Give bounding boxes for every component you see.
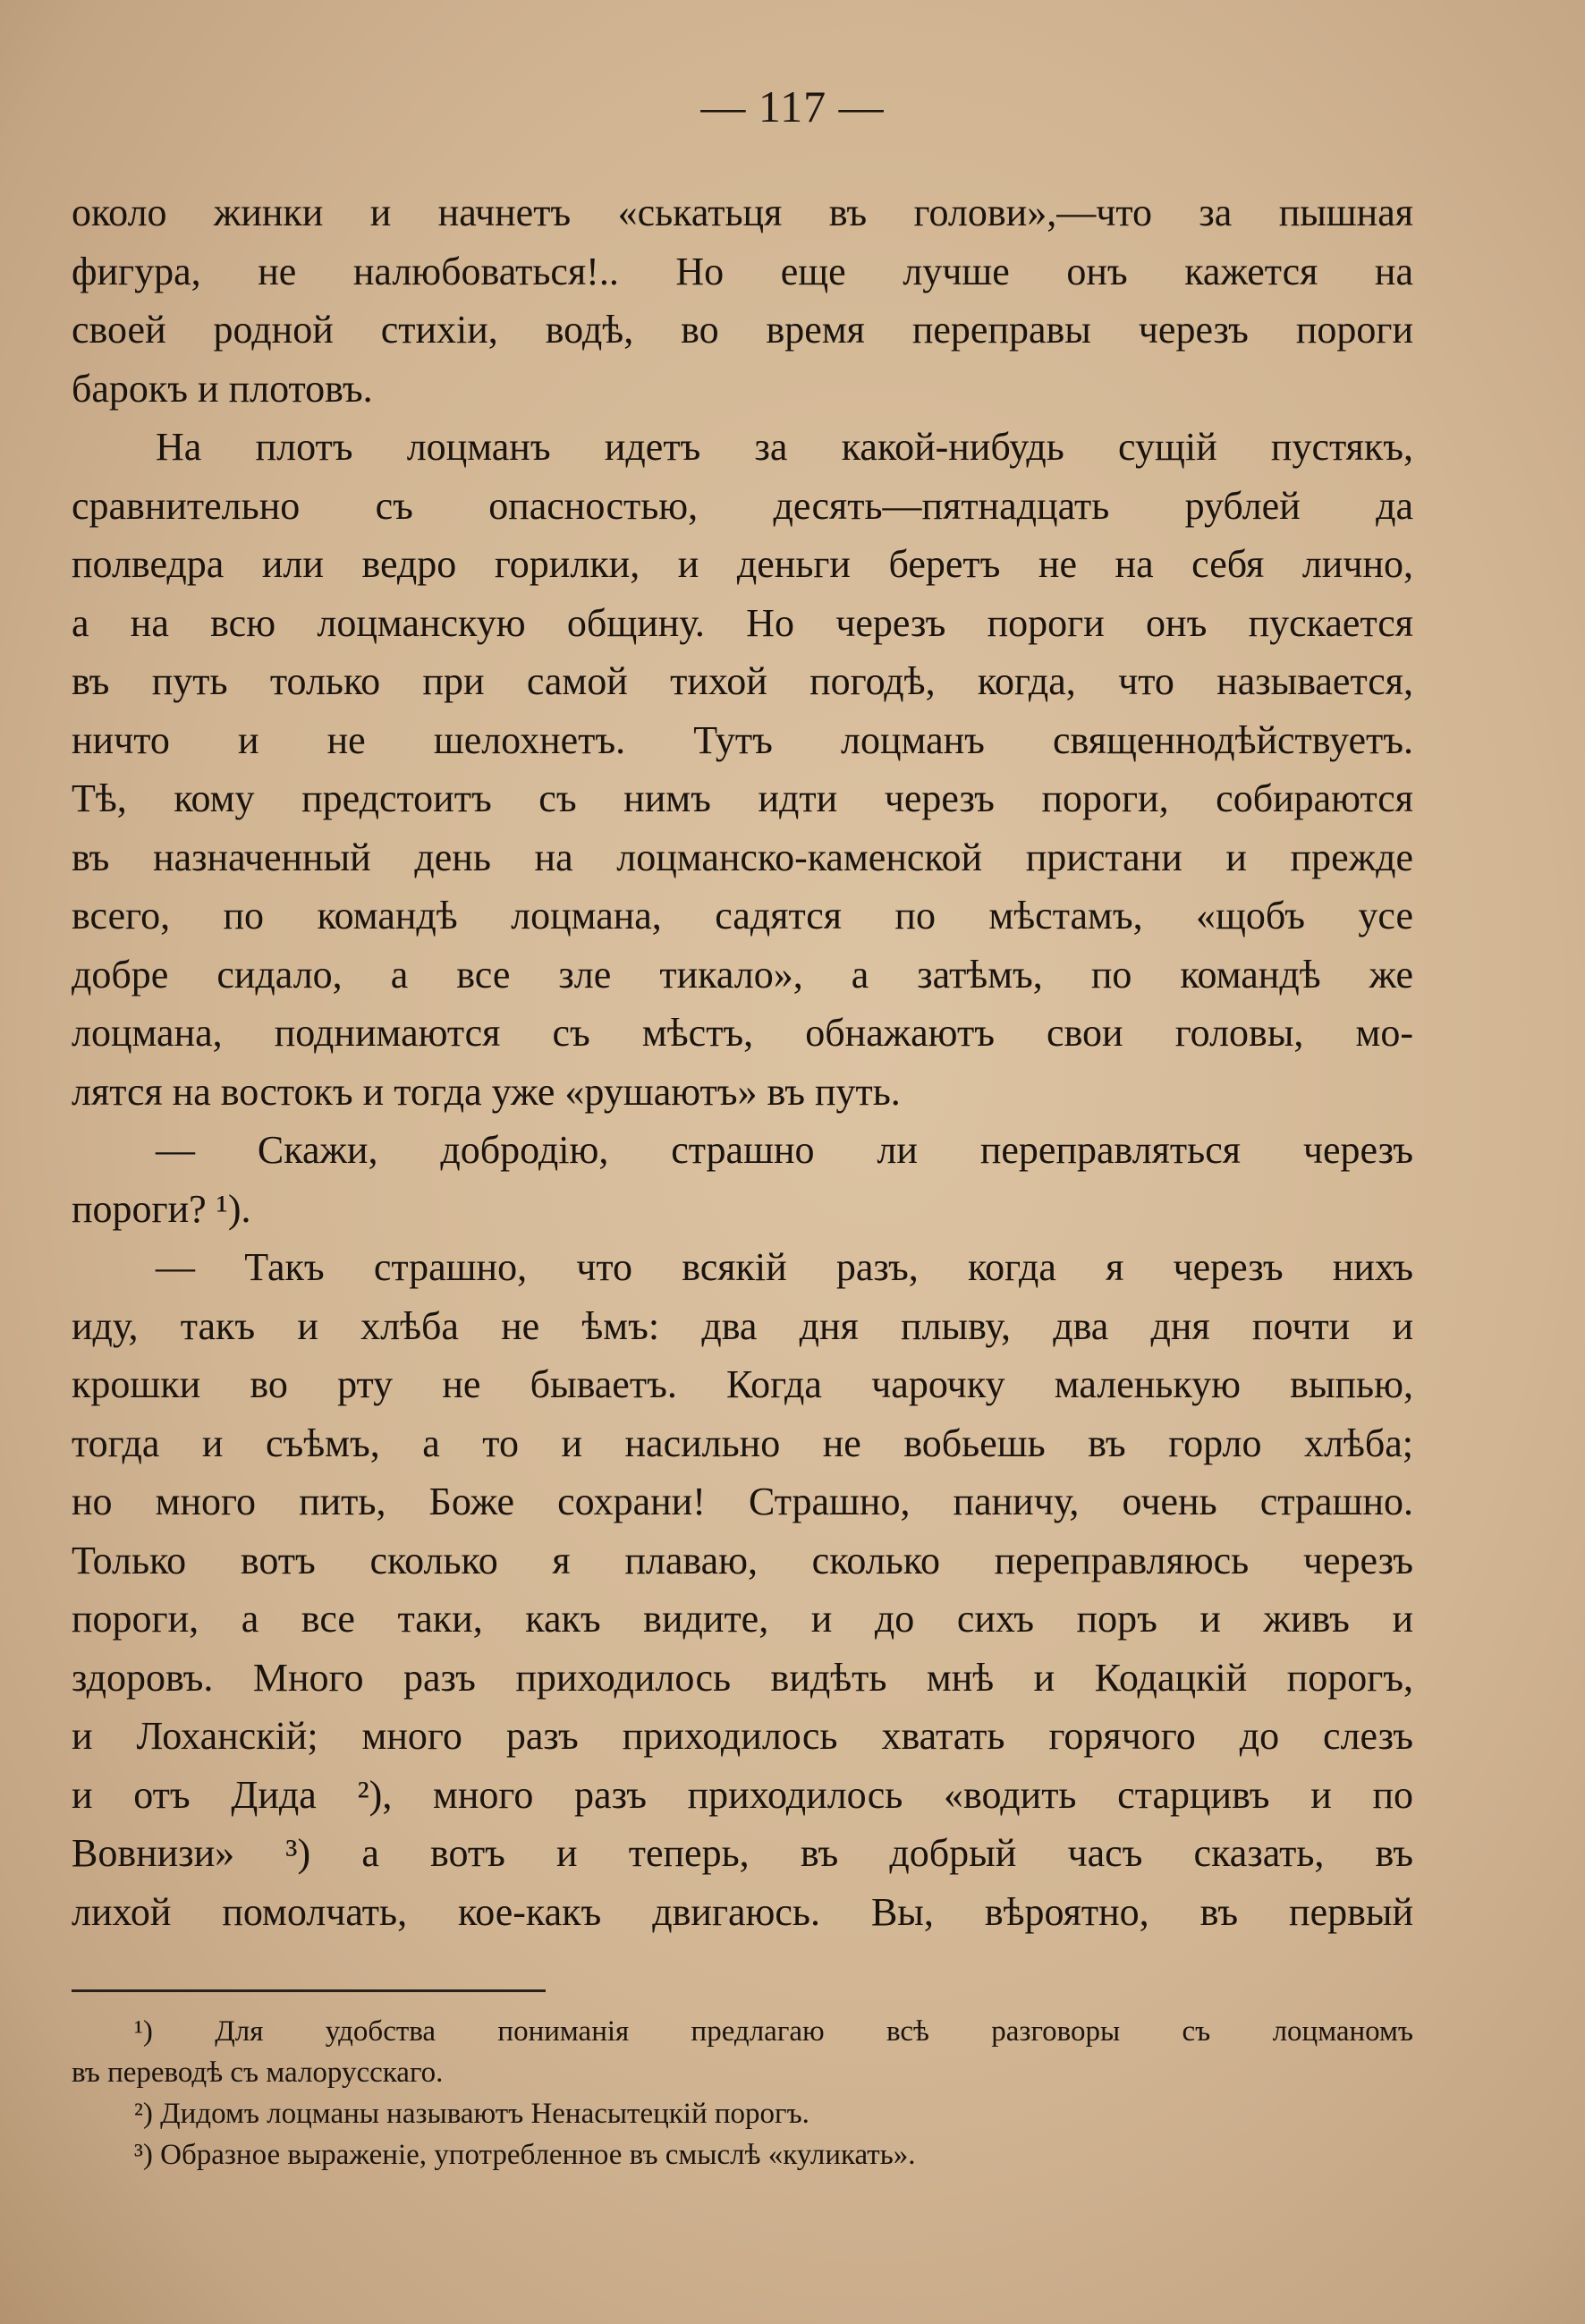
text-line: лятся на востокъ и тогда уже «рушаютъ» въ путь. [72, 1069, 901, 1114]
text-line: барокъ и плотовъ. [72, 366, 373, 411]
text-line: тогда и съѣмъ, а то и насильно не вобьешь въ горло хлѣба; [72, 1421, 1413, 1465]
text-line: пороги, а все таки, какъ видите, и до сихъ поръ и живъ и [72, 1597, 1413, 1641]
text-line: Тѣ, кому предстоитъ съ нимъ идти черезъ пороги, собираются [72, 776, 1413, 820]
text-line: ничто и не шелохнетъ. Тутъ лоцманъ священнодѣйствуетъ. [72, 717, 1413, 762]
text-line: и отъ Дида ²), много разъ приходилось «водить старцивъ и по [72, 1772, 1413, 1817]
text-line: а на всю лоцманскую общину. Но черезъ пороги онъ пускается [72, 600, 1413, 645]
text-line: крошки во рту не бываетъ. Когда чарочку маленькую выпью, [72, 1362, 1413, 1406]
text-line: — Скажи, добродію, страшно ли переправляться черезъ [156, 1128, 1413, 1172]
footnotes [72, 2011, 1413, 2176]
footnote-line: ²) Дидомъ лоцманы называютъ Ненасытецкій порогъ. [134, 2098, 809, 2130]
text-line: всего, по командѣ лоцмана, садятся по мѣстамъ, «щобъ усе [72, 894, 1413, 937]
text-line: — Такъ страшно, что всякій разъ, когда я черезъ нихъ [156, 1245, 1413, 1289]
text-line: своей родной стихіи, водѣ, во время переправы черезъ пороги [72, 308, 1413, 352]
footnote-line: въ переводѣ съ малорусскаго. [72, 2057, 444, 2089]
footnote-line: ³) Образное выраженіе, употребленное въ смыслѣ «куликать». [134, 2139, 916, 2171]
text-line: добре сидало, а все зле тикало», а затѣмъ, по командѣ же [72, 952, 1413, 997]
text-line: и Лоханскій; много разъ приходилось хватать горячого до слезъ [72, 1714, 1413, 1758]
footnote-divider [72, 1989, 546, 1992]
page-number: — 117 — [700, 81, 885, 131]
text-line: фигура, не налюбоваться!.. Но еще лучше онъ кажется на [72, 249, 1413, 293]
footnote-line: ¹) Для удобства пониманія предлагаю всѣ разговоры съ лоцманомъ [134, 2015, 1413, 2048]
text-line: пороги? ¹). [72, 1186, 251, 1231]
body-text [72, 183, 1413, 1941]
text-line: около жинки и начнетъ «ськатьця въ голови»,—что за пышная [72, 191, 1413, 234]
text-line: полведра или ведро горилки, и деньги беретъ не на себя лично, [72, 542, 1413, 586]
text-line: но много пить, Боже сохрани! Страшно, паничу, очень страшно. [72, 1480, 1413, 1523]
text-line: Вовнизи» ³) а вотъ и теперь, въ добрый часъ сказать, въ [72, 1831, 1413, 1875]
text-line: На плотъ лоцманъ идетъ за какой-нибудь сущій пустякъ, [156, 425, 1413, 469]
text-line: здоровъ. Много разъ приходилось видѣть мнѣ и Кодацкій порогъ, [72, 1655, 1413, 1700]
text-line: Только вотъ сколько я плаваю, сколько переправляюсь черезъ [72, 1538, 1413, 1582]
text-line: въ назначенный день на лоцманско-каменской пристани и прежде [72, 835, 1413, 879]
text-line: сравнительно съ опасностью, десять—пятнадцать рублей да [72, 483, 1413, 528]
text-line: въ путь только при самой тихой погодѣ, когда, что называется, [72, 659, 1413, 703]
text-line: иду, такъ и хлѣба не ѣмъ: два дня плыву, два дня почти и [72, 1303, 1413, 1348]
text-line: лоцмана, поднимаются съ мѣстъ, обнажаютъ свои головы, мо- [72, 1011, 1413, 1055]
text-line: лихой помолчать, кое-какъ двигаюсь. Вы, вѣроятно, въ первый [72, 1889, 1413, 1934]
